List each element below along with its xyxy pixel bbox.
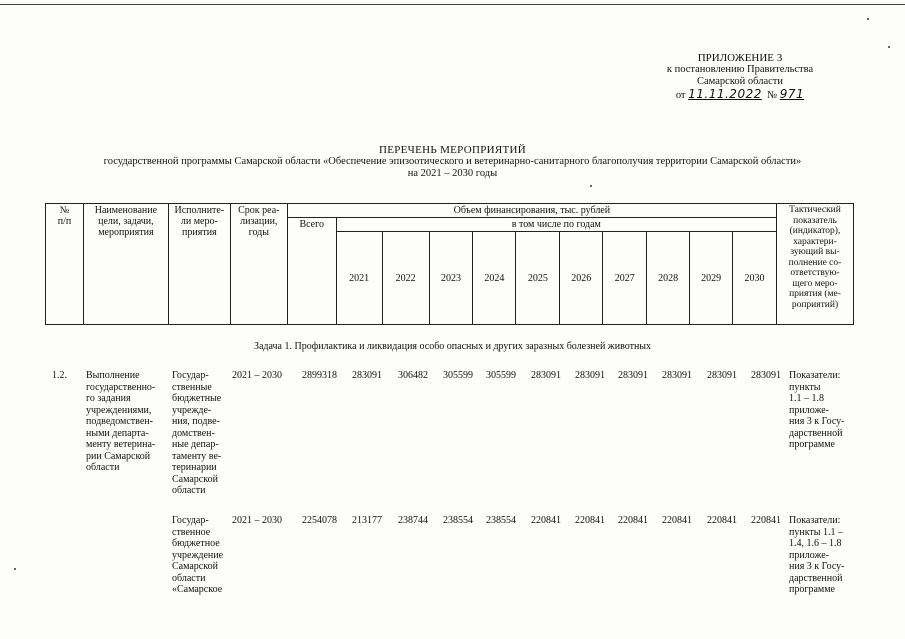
task-heading: Задача 1. Профилактика и ликвидация особо опасных и других заразных болезней животных <box>253 341 652 352</box>
row-value-2022: 238744 <box>398 515 428 526</box>
row-value-2029: 283091 <box>707 370 737 381</box>
appendix-line3: Самарской области <box>697 76 783 87</box>
row-indicator: Показатели: пункты 1.1 – 1.4, 1.6 – 1.8 приложе- ния 3 к Госу- дарственной программе <box>789 515 845 595</box>
col-year-2028: 2028 <box>647 232 690 325</box>
col-year-2027: 2027 <box>603 232 647 325</box>
row-total: 2254078 <box>302 515 337 526</box>
col-year-2024: 2024 <box>473 232 516 325</box>
col-by-years: в том числе по годам <box>336 218 776 232</box>
row-value-2023: 305599 <box>443 370 473 381</box>
row-number: 1.2. <box>52 370 67 381</box>
row-value-2021: 213177 <box>352 515 382 526</box>
scan-speck <box>867 18 869 20</box>
col-num: № п/п <box>46 204 84 325</box>
appendix-title: ПРИЛОЖЕНИЕ 3 <box>697 52 783 64</box>
row-value-2029: 220841 <box>707 515 737 526</box>
row-value-2024: 305599 <box>486 370 516 381</box>
col-total: Всего <box>287 218 336 325</box>
row-executor: Государ- ственные бюджетные учрежде- ния, подве- домствен- ные депар- таменту ве- теринарии Самарской области <box>172 370 222 496</box>
row-value-2026: 220841 <box>575 515 605 526</box>
number-prefix: № <box>767 90 778 101</box>
appendix-date-line <box>640 88 840 102</box>
row-value-2024: 238554 <box>486 515 516 526</box>
heading-line2: государственной программы Самарской области «Обеспечение эпизоотического и ветеринарно-санитарного благополучия территории Самарской области» <box>103 156 802 167</box>
row-executor: Государ- ственное бюджетное учреждение Самарской области «Самарское <box>172 515 224 595</box>
scan-top-edge <box>0 4 905 5</box>
col-year-2021: 2021 <box>336 232 382 325</box>
header-table <box>45 203 854 325</box>
row-term: 2021 – 2030 <box>232 515 282 526</box>
col-year-2025: 2025 <box>516 232 560 325</box>
row-value-2025: 283091 <box>531 370 561 381</box>
row-value-2025: 220841 <box>531 515 561 526</box>
row-value-2021: 283091 <box>352 370 382 381</box>
row-value-2030: 220841 <box>751 515 781 526</box>
col-indicator: Тактический показатель (индикатор), характери- зующий вы- полнение со- ответствую- щего меро- приятия (ме- роприятий) <box>776 204 853 325</box>
scan-speck <box>888 46 890 48</box>
scan-speck <box>14 568 16 570</box>
col-year-2022: 2022 <box>382 232 429 325</box>
row-value-2026: 283091 <box>575 370 605 381</box>
col-funding: Объем финансирования, тыс. рублей <box>287 204 776 218</box>
date-value: 11.11.2022 <box>688 87 762 101</box>
col-year-2023: 2023 <box>429 232 473 325</box>
appendix-block <box>640 52 840 102</box>
row-term: 2021 – 2030 <box>232 370 282 381</box>
row-value-2028: 220841 <box>662 515 692 526</box>
col-term: Срок реа- лизации, годы <box>230 204 287 325</box>
row-value-2028: 283091 <box>662 370 692 381</box>
heading-line3: на 2021 – 2030 годы <box>407 168 498 179</box>
row-total: 2899318 <box>302 370 337 381</box>
row-value-2027: 283091 <box>618 370 648 381</box>
col-executor: Исполните- ли меро- приятия <box>168 204 230 325</box>
col-name: Наименование цели, задачи, мероприятия <box>83 204 168 325</box>
heading-line1: ПЕРЕЧЕНЬ МЕРОПРИЯТИЙ <box>378 144 527 156</box>
row-indicator: Показатели: пункты 1.1 – 1.8 приложе- ния 3 к Госу- дарственной программе <box>789 370 845 450</box>
col-year-2030: 2030 <box>733 232 777 325</box>
row-value-2023: 238554 <box>443 515 473 526</box>
date-prefix: от <box>675 90 686 101</box>
row-value-2030: 283091 <box>751 370 781 381</box>
col-year-2026: 2026 <box>560 232 603 325</box>
scan-speck <box>590 185 592 187</box>
row-name: Выполнение государственно- го задания учреждениями, подведомствен- ными департа- менту ветерина- рии Самарской области <box>86 370 156 473</box>
row-value-2022: 306482 <box>398 370 428 381</box>
col-year-2029: 2029 <box>690 232 733 325</box>
appendix-line2: к постановлению Правительства <box>666 64 814 75</box>
row-value-2027: 220841 <box>618 515 648 526</box>
number-value: 971 <box>779 87 805 101</box>
